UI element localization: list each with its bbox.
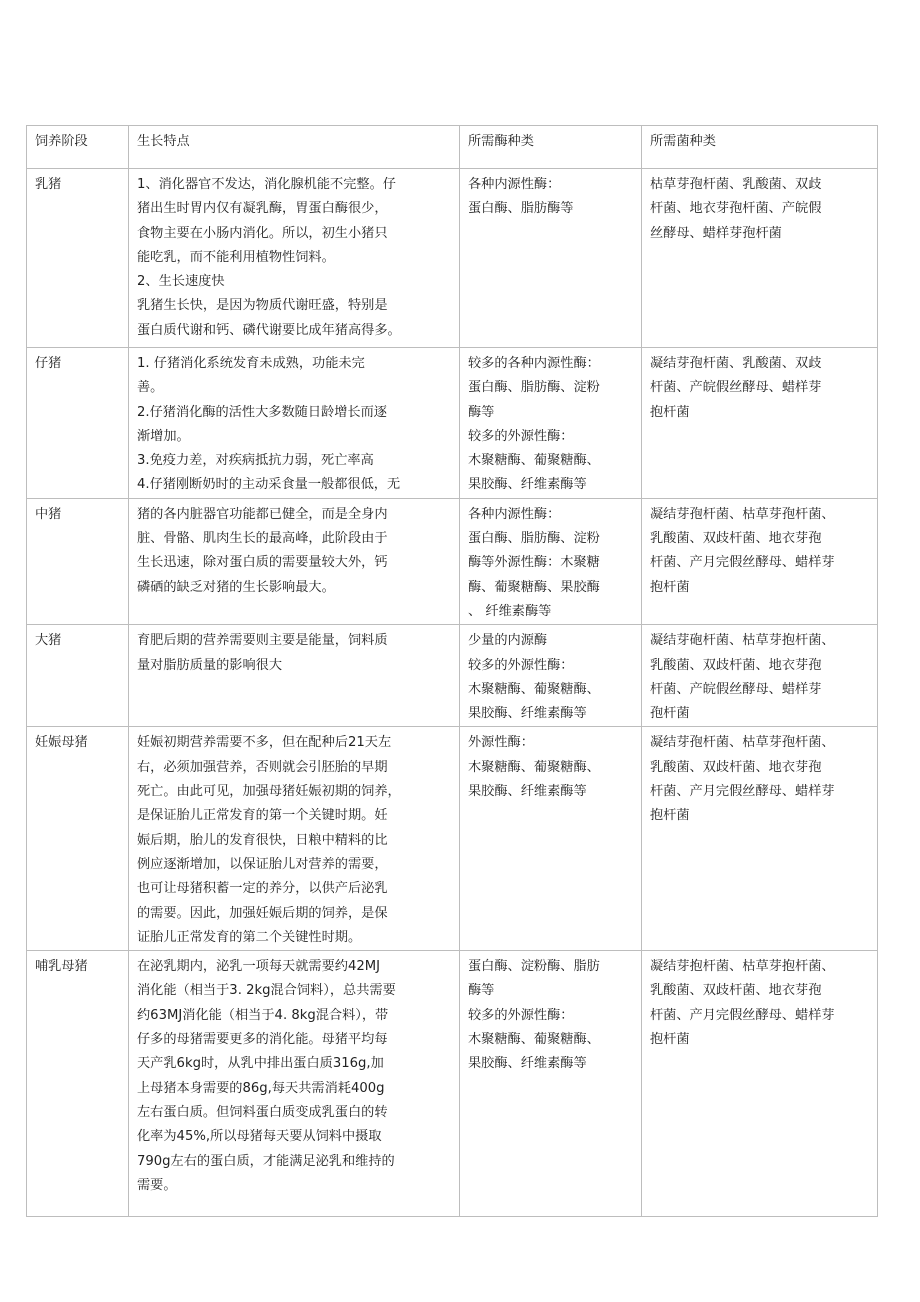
cell-line: 仔猪 [35, 356, 62, 371]
cell-line: 杆菌、产皖假丝酵母、蜡样芽 [650, 681, 822, 697]
cell-line: 较多的外源性酶： [468, 1007, 574, 1023]
cell-line: 是保证胎儿正常发育的第一个关键时期。妊 [137, 808, 388, 824]
traits-cell [129, 348, 460, 499]
cell-line: 凝结芽孢杆菌、乳酸菌、双歧 [650, 356, 822, 371]
traits-cell [129, 498, 460, 624]
cell-line: 凝结芽孢杆菌、枯草芽孢杆菌、 [650, 506, 835, 522]
enzymes-cell [460, 498, 642, 624]
cell-line: 量对脂肪质量的影响很大 [137, 657, 283, 673]
stage-cell [27, 169, 129, 348]
cell-line: 猪的各内脏器官功能都已健全，而是全身内 [137, 506, 388, 522]
cell-line: 酶、葡聚糖酶、果胶酶 [468, 579, 600, 595]
cell-line: 仔多的母猪需要更多的消化能。母猪平均每 [137, 1032, 388, 1048]
cell-line: 化率为45%,所以母猪每天要从饲料中摄取 [137, 1129, 382, 1145]
cell-line: 善。 [137, 380, 164, 396]
header-row [27, 126, 878, 169]
cell-line: 2.仔猪消化酶的活性大多数随日龄增长而逐 [137, 404, 387, 420]
cell-line: 1、消化器官不发达，消化腺机能不完整。仔 [137, 177, 396, 192]
cell-line: 枯草芽孢杆菌、乳酸菌、双歧 [650, 177, 822, 192]
cell-line: 果胶酶、纤维素酶等 [468, 784, 587, 800]
cell-line: 凝结芽砲杆菌、枯草芽抱杆菌、 [650, 633, 835, 649]
cell-line: 哺乳母猪 [35, 959, 88, 975]
cell-line: 丝酵母、蜡样芽孢杆菌 [650, 225, 782, 241]
header-enzymes: 所需酶种类 [460, 126, 642, 169]
bacteria-cell [642, 348, 878, 499]
cell-line: 孢杆菌 [650, 706, 690, 722]
cell-line: 天产乳6kg时，从乳中排出蛋白质316g,加 [137, 1056, 384, 1072]
cell-line: 790g左右的蛋白质，才能满足泌乳和维持的 [137, 1153, 395, 1169]
cell-line: 蛋白酶、脂肪酶、淀粉 [468, 380, 600, 396]
cell-line: 脏、骨骼、肌肉生长的最高峰，此阶段由于 [137, 531, 388, 547]
cell-line: 杆菌、产月完假丝酵母、蜡样芽 [650, 784, 835, 800]
cell-line: 蛋白酶、脂肪酶等 [468, 201, 574, 217]
cell-line: 娠后期，胎儿的发育很快，日粮中精料的比 [137, 832, 388, 848]
cell-line: 磷硒的缺乏对猪的生长影响最大。 [137, 579, 335, 595]
stage-cell [27, 498, 129, 624]
cell-line: 生长迅速，除对蛋白质的需要量较大外，钙 [137, 555, 388, 571]
stage-cell [27, 727, 129, 951]
table-row [27, 169, 878, 348]
enzymes-cell [460, 348, 642, 499]
enzymes-cell [460, 625, 642, 727]
cell-line: 乳猪 [35, 177, 62, 192]
cell-line: 蛋白酶、脂肪酶、淀粉 [468, 531, 600, 547]
bacteria-cell [642, 498, 878, 624]
cell-line: 杆菌、产月完假丝酵母、蜡样芽 [650, 555, 835, 571]
enzymes-cell [460, 951, 642, 1217]
cell-line: 消化能（相当于3. 2kg混合饲料），总共需要 [137, 983, 396, 999]
cell-line: 果胶酶、纤维素酶等 [468, 1056, 587, 1072]
traits-cell [129, 727, 460, 951]
cell-line: 外源性酶： [468, 735, 534, 751]
cell-line: 上母猪本身需要的86g,每天共需消耗400g [137, 1080, 385, 1096]
cell-line: 抱杆菌 [650, 404, 690, 420]
cell-line: 例应逐渐增加，以保证胎儿对营养的需要， [137, 856, 388, 872]
cell-line: 杆菌、地衣芽孢杆菌、产皖假 [650, 201, 822, 217]
table-row [27, 625, 878, 727]
cell-line: 渐增加。 [137, 428, 190, 444]
cell-line: 也可让母猪积蓄一定的养分，以供产后泌乳 [137, 881, 388, 897]
cell-line: 死亡。由此可见，加强母猪妊娠初期的饲养， [137, 784, 401, 800]
traits-cell [129, 951, 460, 1217]
cell-line: 乳酸菌、双歧杆菌、地衣芽孢 [650, 657, 822, 673]
cell-line: 凝结芽抱杆菌、枯草芽抱杆菌、 [650, 959, 835, 975]
cell-line: 各种内源性酶： [468, 506, 561, 522]
cell-line: 需要。 [137, 1177, 177, 1193]
feeding-stage-table [26, 125, 878, 1217]
cell-line: 妊娠母猪 [35, 735, 88, 751]
cell-line: 猪出生时胃内仅有凝乳酶，胃蛋白酶很少， [137, 201, 388, 217]
cell-line: 抱杆菌 [650, 579, 690, 595]
enzymes-cell [460, 727, 642, 951]
table-row [27, 951, 878, 1217]
cell-line: 酶等 [468, 404, 495, 420]
cell-line: 木聚糖酶、葡聚糖酶、 [468, 681, 600, 697]
cell-line: 乳酸菌、双歧杆菌、地衣芽孢 [650, 983, 822, 999]
enzymes-cell [460, 169, 642, 348]
cell-line: 蛋白质代谢和钙、磷代谢要比成年猪高得多。 [137, 322, 401, 338]
cell-line: 4.仔猪刚断奶时的主动采食量一般都很低，无 [137, 477, 401, 493]
cell-line: 妊娠初期营养需要不多，但在配种后21天左 [137, 735, 392, 751]
header-stage: 饲养阶段 [27, 126, 129, 169]
cell-line: 左右蛋白质。但饲料蛋白质变成乳蛋白的转 [137, 1104, 388, 1120]
cell-line: 在泌乳期内，泌乳一项每天就需要约42MJ [137, 959, 381, 975]
cell-line: 3.免疫力差，对疾病抵抗力弱，死亡率高 [137, 453, 374, 469]
cell-line: 较多的外源性酶： [468, 428, 574, 444]
cell-line: 中猪 [35, 506, 62, 522]
cell-line: 木聚糖酶、葡聚糖酶、 [468, 453, 600, 469]
cell-line: 果胶酶、纤维素酶等 [468, 477, 587, 493]
cell-line: 较多的各种内源性酶： [468, 356, 600, 371]
cell-line: 大猪 [35, 633, 62, 649]
cell-line: 乳酸菌、双歧杆菌、地衣芽孢 [650, 759, 822, 775]
table-row [27, 727, 878, 951]
cell-line: 育肥后期的营养需要则主要是能量，饲料质 [137, 633, 388, 649]
cell-line: 较多的外源性酶： [468, 657, 574, 673]
cell-line: 抱杆菌 [650, 1032, 690, 1048]
cell-line: 凝结芽孢杆菌、枯草芽孢杆菌、 [650, 735, 835, 751]
cell-line: 约63MJ消化能（相当于4. 8kg混合料），带 [137, 1007, 389, 1023]
cell-line: 食物主要在小肠内消化。所以，初生小猪只 [137, 225, 388, 241]
traits-cell [129, 625, 460, 727]
table-row [27, 348, 878, 499]
cell-line: 果胶酶、纤维素酶等 [468, 706, 587, 722]
cell-line: 杆菌、产月完假丝酵母、蜡样芽 [650, 1007, 835, 1023]
cell-line: 乳酸菌、双歧杆菌、地衣芽孢 [650, 531, 822, 547]
cell-line: 、 纤维素酶等 [468, 603, 552, 619]
cell-line: 抱杆菌 [650, 808, 690, 824]
cell-line: 乳猪生长快，是因为物质代谢旺盛，特别是 [137, 298, 388, 314]
cell-line: 2、生长速度快 [137, 274, 225, 290]
cell-line: 木聚糖酶、葡聚糖酶、 [468, 759, 600, 775]
traits-cell [129, 169, 460, 348]
header-bacteria: 所需菌种类 [642, 126, 878, 169]
cell-line: 酶等外源性酶：木聚糖 [468, 555, 600, 571]
cell-line: 木聚糖酶、葡聚糖酶、 [468, 1032, 600, 1048]
bacteria-cell [642, 951, 878, 1217]
table-row [27, 498, 878, 624]
bacteria-cell [642, 727, 878, 951]
stage-cell [27, 348, 129, 499]
stage-cell [27, 951, 129, 1217]
cell-line: 各种内源性酶： [468, 177, 561, 192]
cell-line: 能吃乳，而不能利用植物性饲料。 [137, 249, 335, 265]
bacteria-cell [642, 169, 878, 348]
stage-cell [27, 625, 129, 727]
cell-line: 证胎儿正常发育的第二个关键性时期。 [137, 929, 362, 945]
cell-line: 蛋白酶、淀粉酶、脂肪 [468, 959, 600, 975]
header-traits: 生长特点 [129, 126, 460, 169]
cell-line: 右，必须加强营养，否则就会引胚胎的早期 [137, 759, 388, 775]
cell-line: 杆菌、产皖假丝酵母、蜡样芽 [650, 380, 822, 396]
cell-line: 少量的内源酶 [468, 633, 548, 649]
bacteria-cell [642, 625, 878, 727]
cell-line: 1. 仔猪消化系统发育未成熟，功能未完 [137, 356, 365, 371]
cell-line: 酶等 [468, 983, 495, 999]
cell-line: 的需要。因此，加强妊娠后期的饲养，是保 [137, 905, 388, 921]
